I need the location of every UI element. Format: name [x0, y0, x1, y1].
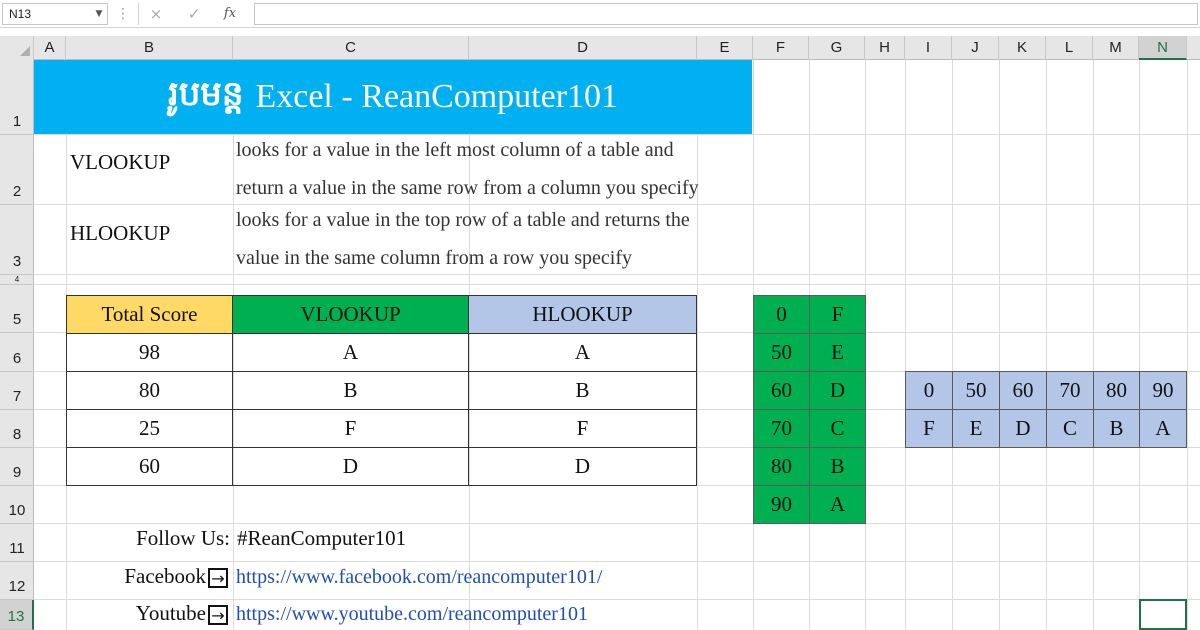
formula-bar-divider	[138, 3, 139, 25]
row-header-13[interactable]: 13	[0, 600, 34, 630]
hlookup-table-score[interactable]: 90	[1139, 371, 1187, 410]
hlookup-table-score[interactable]: 60	[999, 371, 1047, 410]
hlookup-result-cell[interactable]: D	[468, 447, 697, 486]
vlookup-table-score[interactable]: 60	[753, 371, 810, 410]
row-header-1[interactable]: 1	[0, 60, 34, 135]
column-header-d[interactable]: D	[469, 36, 697, 60]
vlookup-table-score[interactable]: 0	[753, 295, 810, 334]
row-header-4[interactable]: 4	[0, 275, 34, 285]
header-hlookup[interactable]: HLOOKUP	[468, 295, 697, 334]
row-header-9[interactable]: 9	[0, 448, 34, 486]
score-cell[interactable]: 60	[66, 447, 233, 486]
vlookup-result-cell[interactable]: F	[232, 409, 469, 448]
hlookup-result-cell[interactable]: B	[468, 371, 697, 410]
vlookup-result-cell[interactable]: D	[232, 447, 469, 486]
column-header-m[interactable]: M	[1093, 36, 1139, 60]
arrow-right-icon: →	[208, 568, 228, 588]
hlookup-table-score[interactable]: 0	[905, 371, 953, 410]
facebook-label: Facebook	[124, 564, 206, 588]
hlookup-table-grade[interactable]: C	[1046, 409, 1094, 448]
column-header-bar	[0, 36, 1200, 60]
formula-bar	[0, 0, 1200, 28]
arrow-right-icon: →	[208, 605, 228, 625]
column-header-i[interactable]: I	[905, 36, 952, 60]
column-header-l[interactable]: L	[1046, 36, 1093, 60]
vlookup-table-grade[interactable]: C	[809, 409, 866, 448]
title-banner	[34, 60, 752, 134]
vlookup-table-score[interactable]: 90	[753, 485, 810, 524]
facebook-link[interactable]: https://www.facebook.com/reancomputer101/	[236, 566, 603, 588]
insert-function-icon[interactable]: fx	[223, 6, 237, 21]
score-cell[interactable]: 80	[66, 371, 233, 410]
row-header-5[interactable]: 5	[0, 285, 34, 333]
hlookup-table-grade[interactable]: A	[1139, 409, 1187, 448]
follow-us-label: Follow Us:	[136, 526, 230, 550]
cancel-icon[interactable]: ×	[149, 5, 163, 23]
hlookup-table-score[interactable]: 50	[952, 371, 1000, 410]
hashtag: #ReanComputer101	[237, 526, 407, 550]
select-all-icon	[20, 46, 30, 56]
vlookup-table-grade[interactable]: E	[809, 333, 866, 372]
row-header-8[interactable]: 8	[0, 410, 34, 448]
hlookup-desc-line2: value in the same column from a row you specify	[236, 247, 632, 269]
column-header-c[interactable]: C	[233, 36, 469, 60]
vlookup-term: VLOOKUP	[70, 150, 171, 174]
vlookup-table-grade[interactable]: F	[809, 295, 866, 334]
column-header-e[interactable]: E	[697, 36, 753, 60]
hlookup-table-score[interactable]: 70	[1046, 371, 1094, 410]
more-options-icon[interactable]: ⋮	[116, 6, 130, 22]
row-header-11[interactable]: 11	[0, 524, 34, 562]
column-header-g[interactable]: G	[809, 36, 865, 60]
name-box[interactable]: N13	[2, 3, 108, 25]
hlookup-table-grade[interactable]: F	[905, 409, 953, 448]
hlookup-result-cell[interactable]: F	[468, 409, 697, 448]
column-header-k[interactable]: K	[999, 36, 1046, 60]
row-header-10[interactable]: 10	[0, 486, 34, 524]
row-header-12[interactable]: 12	[0, 562, 34, 600]
active-cell-n13[interactable]	[1139, 599, 1187, 630]
score-cell[interactable]: 98	[66, 333, 233, 372]
youtube-label-row	[66, 601, 228, 626]
youtube-label: Youtube	[135, 601, 206, 625]
row-header-6[interactable]: 6	[0, 333, 34, 372]
hlookup-desc-line1: looks for a value in the top row of a table and returns the	[236, 209, 690, 231]
column-header-a[interactable]: A	[34, 36, 66, 60]
row-header-3[interactable]: 3	[0, 205, 34, 275]
youtube-link[interactable]: https://www.youtube.com/reancomputer101	[236, 603, 588, 625]
vlookup-table-grade[interactable]: B	[809, 447, 866, 486]
enter-icon[interactable]: ✓	[187, 5, 201, 23]
column-header-h[interactable]: H	[865, 36, 905, 60]
column-header-f[interactable]: F	[753, 36, 809, 60]
banner-title: Excel - ReanComputer101	[255, 78, 619, 115]
column-header-n[interactable]: N	[1139, 36, 1187, 60]
column-header-j[interactable]: J	[952, 36, 999, 60]
formula-input[interactable]	[254, 3, 1198, 25]
vlookup-table-score[interactable]: 50	[753, 333, 810, 372]
row-header-7[interactable]: 7	[0, 372, 34, 410]
score-cell[interactable]: 25	[66, 409, 233, 448]
header-total-score[interactable]: Total Score	[66, 295, 233, 334]
facebook-label-row	[66, 564, 228, 589]
vlookup-table-score[interactable]: 80	[753, 447, 810, 486]
hlookup-table-grade[interactable]: E	[952, 409, 1000, 448]
vlookup-table-grade[interactable]: A	[809, 485, 866, 524]
vlookup-desc-line2: return a value in the same row from a column you specify	[236, 177, 699, 199]
khmer-logo-text: រូបមន្ត	[167, 74, 244, 114]
row-header-bar	[0, 60, 34, 630]
chevron-down-icon[interactable]: ▼	[95, 9, 103, 19]
hlookup-table-grade[interactable]: D	[999, 409, 1047, 448]
header-vlookup[interactable]: VLOOKUP	[232, 295, 469, 334]
vlookup-desc-line1: looks for a value in the left most column of a table and	[236, 139, 674, 161]
vlookup-table-score[interactable]: 70	[753, 409, 810, 448]
row-header-2[interactable]: 2	[0, 135, 34, 205]
vlookup-result-cell[interactable]: A	[232, 333, 469, 372]
hlookup-result-cell[interactable]: A	[468, 333, 697, 372]
column-header-b[interactable]: B	[66, 36, 233, 60]
vlookup-result-cell[interactable]: B	[232, 371, 469, 410]
hlookup-table-score[interactable]: 80	[1093, 371, 1140, 410]
hlookup-table-grade[interactable]: B	[1093, 409, 1140, 448]
hlookup-term: HLOOKUP	[70, 221, 171, 245]
vlookup-table-grade[interactable]: D	[809, 371, 866, 410]
